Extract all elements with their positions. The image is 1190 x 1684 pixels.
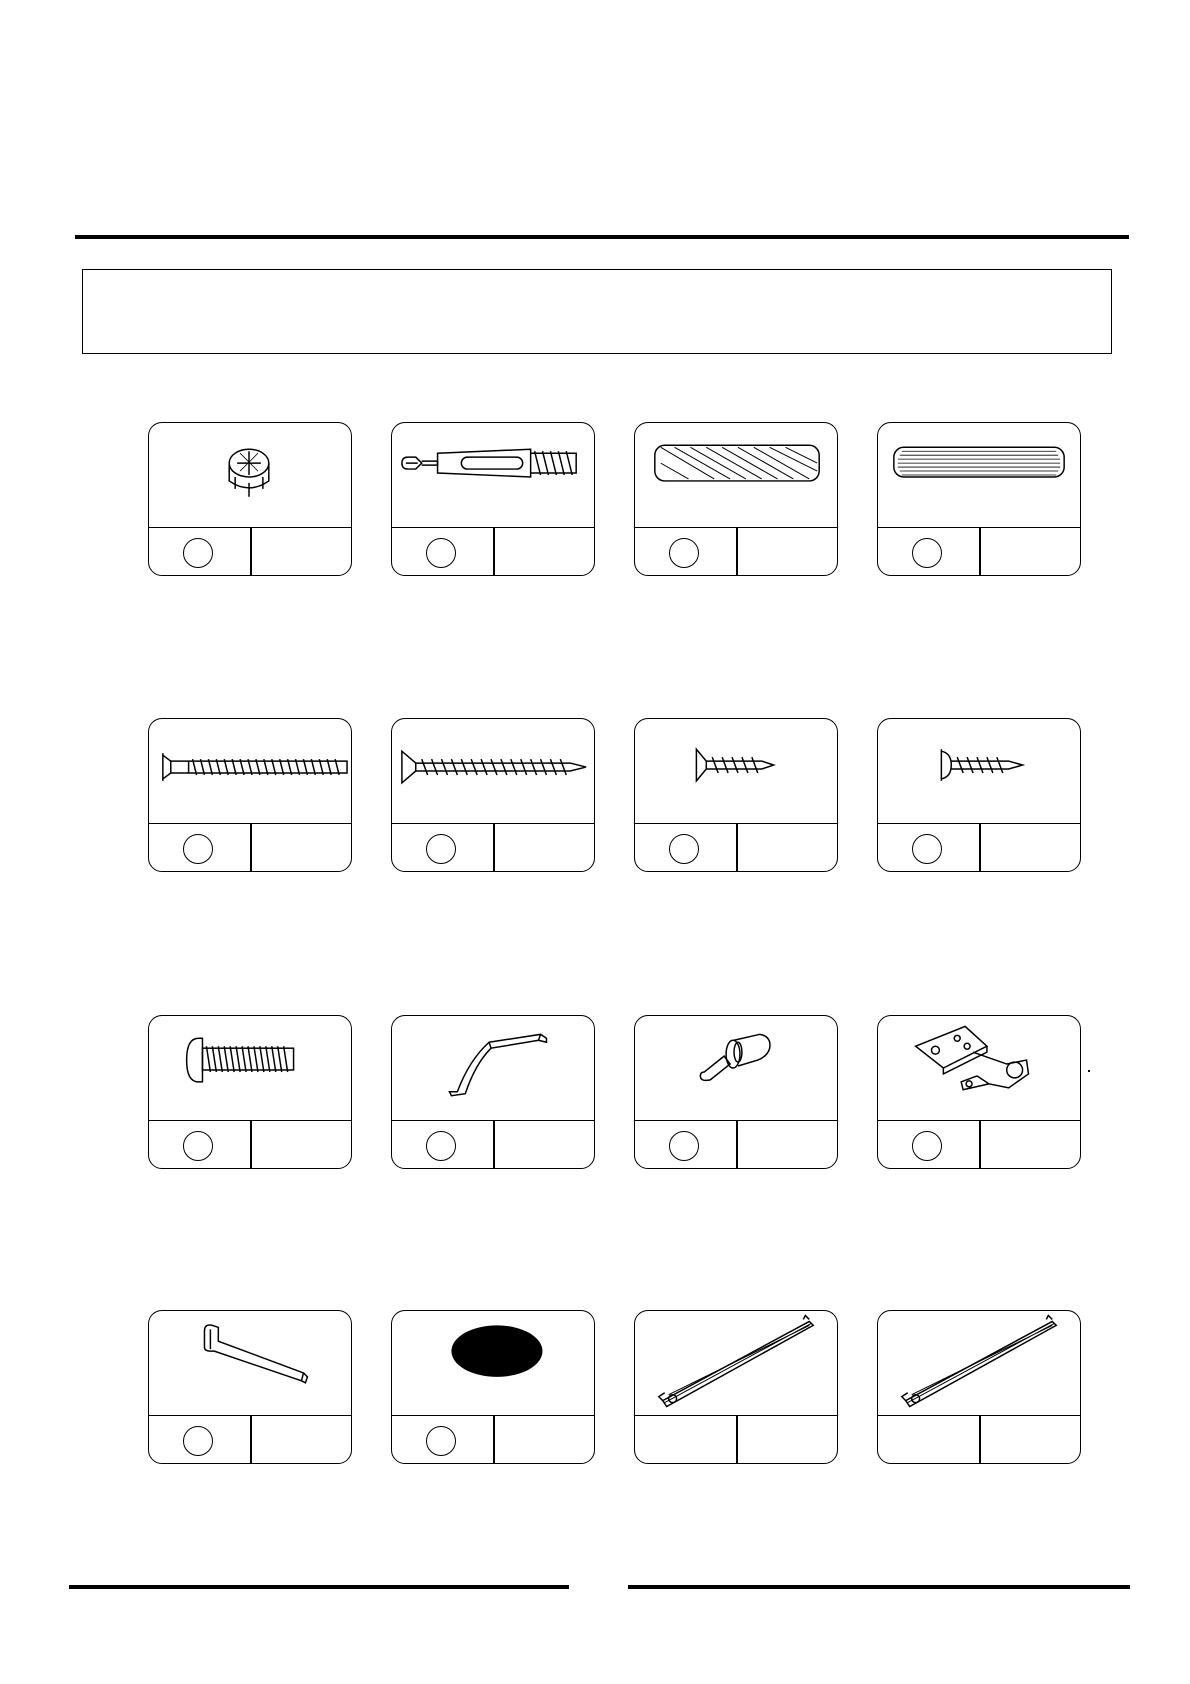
- part-number-circle: [183, 834, 213, 864]
- part-card-allen-key: [148, 1310, 352, 1464]
- part-card-machine-bolt: [148, 1015, 352, 1169]
- part-number-circle: [183, 1131, 213, 1161]
- drawer-slide-left-icon: [635, 1311, 837, 1415]
- part-number-circle: [426, 538, 456, 568]
- part-number-circle: [912, 538, 942, 568]
- allen-key-icon: [149, 1311, 351, 1415]
- part-number-circle: [426, 1131, 456, 1161]
- part-number-circle: [669, 538, 699, 568]
- long-connector-bolt-icon: [149, 719, 351, 823]
- long-wood-screw-icon: [392, 719, 594, 823]
- handle-icon: [392, 1016, 594, 1120]
- part-card-long-connector-bolt: [148, 718, 352, 872]
- spiral-dowel-icon: [635, 423, 837, 527]
- footer-rule-left: [69, 1585, 569, 1589]
- drawer-slide-right-icon: [878, 1311, 1080, 1415]
- part-card-drawer-slide-left: [634, 1310, 838, 1464]
- part-card-cam-bolt: [391, 422, 595, 576]
- part-number-circle: [669, 1131, 699, 1161]
- cover-cap-icon: [392, 1311, 594, 1415]
- cam-lock-icon: [149, 423, 351, 527]
- part-card-short-wood-screw: [634, 718, 838, 872]
- pan-head-screw-icon: [878, 719, 1080, 823]
- fluted-dowel-icon: [878, 423, 1080, 527]
- machine-bolt-icon: [149, 1016, 351, 1120]
- cam-bolt-icon: [392, 423, 594, 527]
- part-card-shelf-pin: [634, 1015, 838, 1169]
- part-number-circle: [912, 1131, 942, 1161]
- part-card-drawer-slide-right: [877, 1310, 1081, 1464]
- part-number-circle: [426, 834, 456, 864]
- part-card-cam-lock: [148, 422, 352, 576]
- part-number-circle: [183, 538, 213, 568]
- part-number-circle: [669, 834, 699, 864]
- header-rule: [75, 235, 1129, 239]
- part-card-cover-cap: [391, 1310, 595, 1464]
- part-number-circle: [426, 1426, 456, 1456]
- part-card-fluted-dowel: [877, 422, 1081, 576]
- footer-rule-right: [628, 1585, 1130, 1589]
- part-card-pan-head-screw: [877, 718, 1081, 872]
- part-card-long-wood-screw: [391, 718, 595, 872]
- part-card-spiral-dowel: [634, 422, 838, 576]
- hinge-icon: [878, 1016, 1080, 1120]
- part-card-handle: [391, 1015, 595, 1169]
- short-wood-screw-icon: [635, 719, 837, 823]
- stray-dot: [1088, 1070, 1090, 1072]
- part-number-circle: [912, 834, 942, 864]
- part-number-circle: [183, 1426, 213, 1456]
- part-card-hinge: [877, 1015, 1081, 1169]
- notice-box: [82, 269, 1112, 354]
- shelf-pin-icon: [635, 1016, 837, 1120]
